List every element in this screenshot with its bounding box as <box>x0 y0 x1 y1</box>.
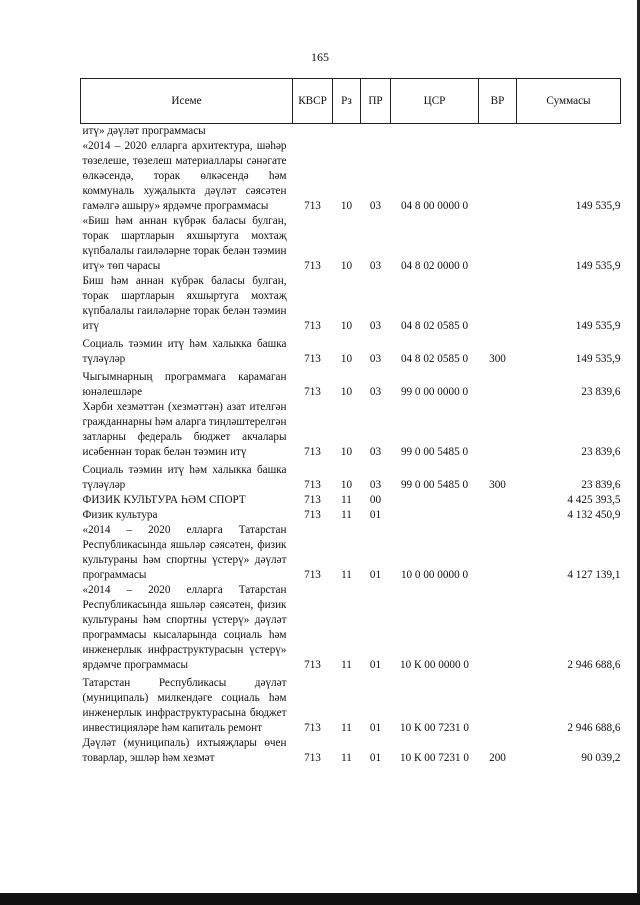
row-rz: 10 <box>340 353 353 365</box>
row-kvsr: 713 <box>304 479 321 491</box>
page-number: 165 <box>311 50 329 64</box>
row-vr <box>479 523 517 583</box>
row-csr: 04 8 02 0000 0 <box>400 260 469 272</box>
row-csr: 10 К 00 7231 0 <box>400 752 469 764</box>
table-row <box>81 493 621 508</box>
row-vr <box>479 673 517 736</box>
row-csr: 04 8 02 0585 0 <box>400 320 469 332</box>
table-row <box>81 523 621 583</box>
row-vr <box>479 400 517 460</box>
table-row <box>81 400 621 460</box>
row-pr <box>361 124 391 140</box>
row-kvsr: 713 <box>304 446 321 458</box>
table-row <box>81 139 621 214</box>
row-kvsr: 713 <box>304 659 321 671</box>
row-name: Социаль тәэмин итү һәм халыкка башка түләүләр <box>82 338 287 365</box>
row-kvsr: 713 <box>304 569 321 581</box>
row-name: «2014 – 2020 елларга Татарстан Республикасында яшьләр сәясәтен, физик культураны һәм спортны үстерү» дәүләт программасы кысаларында социаль һәм инженерлык инфраструктурасын үстерү» ярдәмче программасы <box>82 584 287 671</box>
row-pr: 01 <box>369 659 382 671</box>
row-pr: 01 <box>369 752 382 764</box>
row-rz: 10 <box>340 386 353 398</box>
table-row <box>81 583 621 673</box>
header-pr: ПР <box>361 79 391 124</box>
row-sum: 23 839,6 <box>581 479 621 491</box>
row-rz <box>333 124 361 140</box>
row-rz: 10 <box>340 200 353 212</box>
row-pr: 03 <box>369 353 382 365</box>
row-name: ФИЗИК КУЛЬТУРА ҺӘМ СПОРТ <box>82 494 246 506</box>
row-vr: 300 <box>489 353 506 365</box>
scan-edge-bottom <box>0 893 640 905</box>
row-rz: 11 <box>341 569 352 581</box>
table-row <box>81 334 621 367</box>
row-name: Дәүләт (муниципаль) ихтыяҗлары өчен товарлар, эшләр һәм хезмәт <box>82 737 287 764</box>
budget-table <box>80 78 621 766</box>
row-vr <box>479 214 517 274</box>
row-kvsr: 713 <box>304 386 321 398</box>
row-kvsr: 713 <box>304 200 321 212</box>
table-row <box>81 460 621 493</box>
row-csr <box>391 508 479 523</box>
row-name: Физик культура <box>82 509 158 521</box>
row-name: Хәрби хезмәттән (хезмәттән) азат ителгән гражданнарны һәм аларга тиңләштерелгән затларны федераль бюджет акчалары исәбеннән торак белән тәэмин итү <box>82 401 287 458</box>
row-csr: 10 К 00 0000 0 <box>400 659 469 671</box>
row-sum: 4 425 393,5 <box>567 494 621 506</box>
row-csr: 04 8 00 0000 0 <box>400 200 469 212</box>
row-pr: 01 <box>369 509 382 521</box>
row-rz: 11 <box>341 752 352 764</box>
row-sum: 2 946 688,6 <box>567 722 621 734</box>
table-row <box>81 673 621 736</box>
row-sum: 90 039,2 <box>581 752 621 764</box>
row-pr: 01 <box>369 569 382 581</box>
row-csr: 04 8 02 0585 0 <box>400 353 469 365</box>
row-sum: 149 535,9 <box>575 353 621 365</box>
row-name: Социаль тәэмин итү һәм халыкка башка түләүләр <box>82 464 287 491</box>
table-row <box>81 274 621 334</box>
header-kvsr: КВСР <box>293 79 333 124</box>
row-vr <box>479 508 517 523</box>
row-vr: 200 <box>489 752 506 764</box>
row-sum: 4 127 139,1 <box>567 569 621 581</box>
row-sum: 4 132 450,9 <box>567 509 621 521</box>
row-vr <box>479 367 517 400</box>
row-kvsr: 713 <box>304 494 321 506</box>
row-rz: 10 <box>340 446 353 458</box>
row-csr <box>391 124 479 140</box>
row-csr: 99 0 00 0000 0 <box>400 386 469 398</box>
row-csr: 99 0 00 5485 0 <box>400 446 469 458</box>
row-kvsr: 713 <box>304 752 321 764</box>
header-rz: Рз <box>333 79 361 124</box>
row-vr <box>479 124 517 140</box>
table-row <box>81 736 621 766</box>
row-csr <box>391 493 479 508</box>
table-row <box>81 367 621 400</box>
row-sum: 23 839,6 <box>581 446 621 458</box>
row-pr: 03 <box>369 320 382 332</box>
row-vr: 300 <box>489 479 506 491</box>
row-kvsr: 713 <box>304 509 321 521</box>
table-row <box>81 124 621 140</box>
row-sum: 149 535,9 <box>575 200 621 212</box>
row-rz: 10 <box>340 320 353 332</box>
header-name: Исеме <box>81 79 293 124</box>
row-sum: 149 535,9 <box>575 320 621 332</box>
header-vr: ВР <box>479 79 517 124</box>
table-row <box>81 508 621 523</box>
header-sum: Суммасы <box>517 79 621 124</box>
row-pr: 03 <box>369 260 382 272</box>
header-csr: ЦСР <box>391 79 479 124</box>
table-header-row <box>81 79 621 124</box>
row-rz: 10 <box>340 479 353 491</box>
row-name: итү» дәүләт программасы <box>82 125 206 137</box>
row-name: Татарстан Республикасы дәүләт (муниципаль) милкендәге социаль һәм инженерлык инфраструктурасына бюджет инвестицияләре һәм капиталь ремонт <box>82 677 287 734</box>
row-name: Биш һәм аннан күбрәк баласы булган, торак шартларын яхшыртуга мохтаҗ күпбалалы гаиләләрне торак белән тәэмин итү <box>82 275 287 332</box>
row-vr <box>479 139 517 214</box>
row-pr: 03 <box>369 386 382 398</box>
row-name: Чыгымнарның программага карамаган юнәлешләре <box>82 371 287 398</box>
row-name: «Биш һәм аннан күбрәк баласы булган, торак шартларын яхшыртуга мохтаҗ күпбалалы гаиләләрне торак белән тәэмин итү» төп чарасы <box>82 215 287 272</box>
row-csr: 10 К 00 7231 0 <box>400 722 469 734</box>
row-pr: 00 <box>369 494 382 506</box>
row-csr: 10 0 00 0000 0 <box>400 569 469 581</box>
row-kvsr: 713 <box>304 722 321 734</box>
row-sum <box>517 124 621 140</box>
row-pr: 03 <box>369 200 382 212</box>
row-csr: 99 0 00 5485 0 <box>400 479 469 491</box>
row-vr <box>479 274 517 334</box>
row-kvsr: 713 <box>304 353 321 365</box>
row-pr: 03 <box>369 479 382 491</box>
row-rz: 10 <box>340 260 353 272</box>
row-rz: 11 <box>341 659 352 671</box>
row-pr: 01 <box>369 722 382 734</box>
row-vr <box>479 493 517 508</box>
row-rz: 11 <box>341 722 352 734</box>
row-kvsr: 713 <box>304 320 321 332</box>
row-name: «2014 – 2020 елларга Татарстан Республикасында яшьләр сәясәтен, физик культураны һәм спортны үстерү» дәүләт программасы <box>82 524 287 581</box>
table-row <box>81 214 621 274</box>
row-sum: 2 946 688,6 <box>567 659 621 671</box>
row-rz: 11 <box>341 494 352 506</box>
row-sum: 23 839,6 <box>581 386 621 398</box>
row-kvsr <box>293 124 333 140</box>
row-kvsr: 713 <box>304 260 321 272</box>
row-pr: 03 <box>369 446 382 458</box>
row-sum: 149 535,9 <box>575 260 621 272</box>
row-rz: 11 <box>341 509 352 521</box>
row-name: «2014 – 2020 елларга архитектура, шәһәр төзелеше, төзелеш материаллары сәнәгате өлкәсендә, торак өлкәсендә һәм коммуналь хуҗалыкта дәүләт сәясәтен гамәлгә ашыру» ярдәмче программасы <box>82 140 287 212</box>
row-vr <box>479 583 517 673</box>
